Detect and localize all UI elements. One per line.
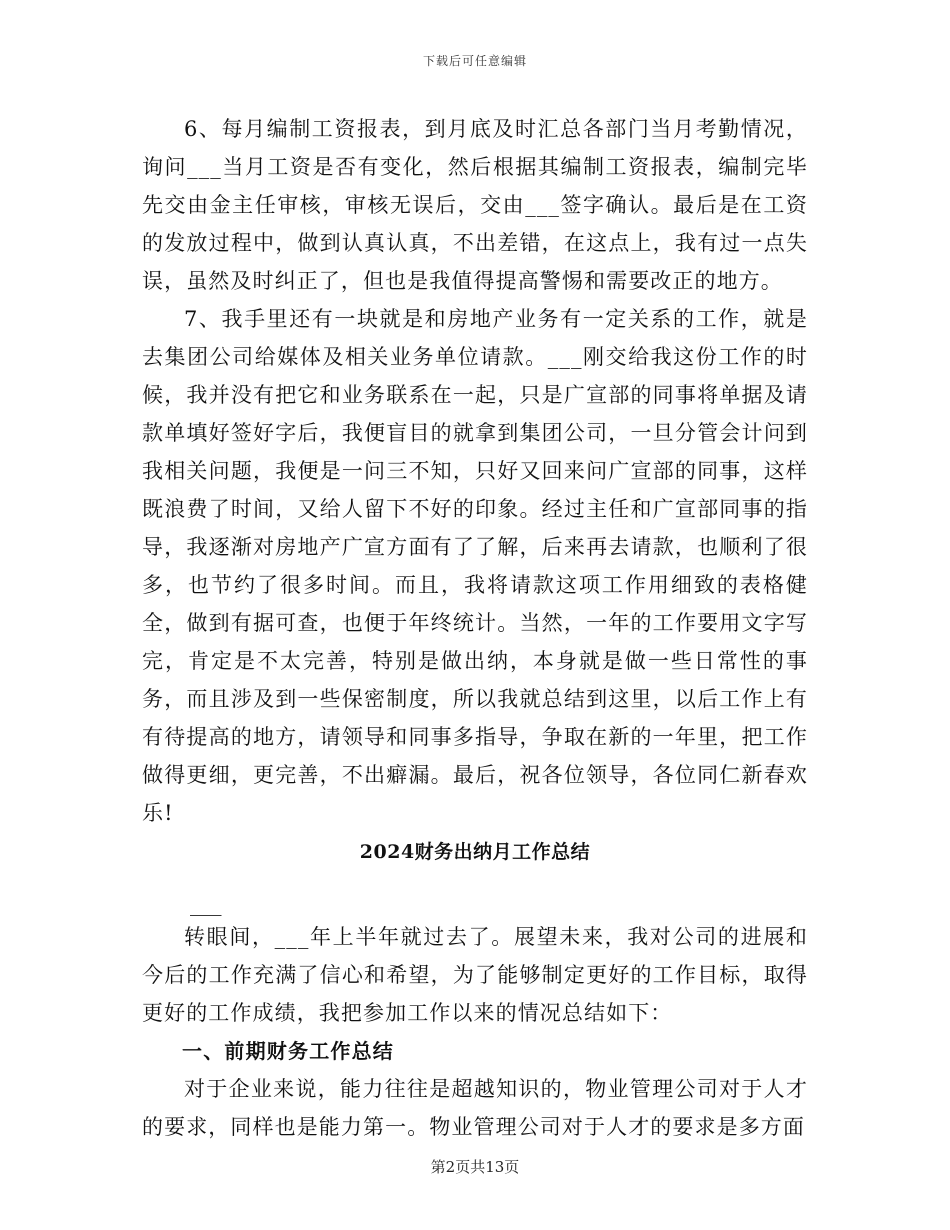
blank-placeholder: ___ — [190, 892, 222, 916]
body-paragraph: 对于企业来说，能力往往是超越知识的，物业管理公司对于人才的要求，同样也是能力第一。物业管理公司对于人才的要求是多方面 — [142, 1077, 808, 1139]
page-footer: 第2页共13页 — [430, 1158, 520, 1176]
section-title: 2024财务出纳月工作总结 — [359, 841, 591, 863]
paragraph-item-7: 7、我手里还有一块就是和房地产业务有一定关系的工作，就是去集团公司给媒体及相关业务单位请款。___刚交给我这份工作的时候，我并没有把它和业务联系在一起，只是广宣部的同事将单据及请款单填好签好字后，我便盲目的就拿到集团公司，一旦分管会计问到我相关问题，我便是一问三不知，只好又回来问广宣部的同事，这样既浪费了时间，又给人留下不好的印象。经过主任和广宣部同事的指导，我逐渐对房地产广宣方面有了了解，后来再去请款，也顺利了很多，也节约了很多时间。而且，我将请款这项工作用细致的表格健全，做到有据可查，也便于年终统计。当然，一年的工作要用文字写完，肯定是不太完善，特别是做出纳，本身就是做一些日常性的事务，而且涉及到一些保密制度，所以我就总结到这里，以后工作上有有待提高的地方，请领导和同事多指导，争取在新的一年里，把工作做得更细，更完善，不出癖漏。最后，祝各位领导，各位同仁新春欢乐! — [142, 307, 808, 825]
page-header: 下载后可任意编辑 — [422, 54, 527, 68]
paragraph-item-6: 6、每月编制工资报表，到月底及时汇总各部门当月考勤情况，询问___当月工资是否有变化，然后根据其编制工资报表，编制完毕先交由金主任审核，审核无误后，交由___签字确认。最后是在工资的发放过程中，做到认真认真，不出差错，在这点上，我有过一点失误，虽然及时纠正了，但也是我值得提高警惕和需要改正的地方。 — [142, 117, 808, 293]
blank-placeholder-line — [142, 872, 808, 918]
intro-paragraph: 转眼间，___年上半年就过去了。展望未来，我对公司的进展和今后的工作充满了信心和希望，为了能够制定更好的工作目标，取得更好的工作成绩，我把参加工作以来的情况总结如下： — [142, 925, 808, 1025]
document-body — [142, 110, 808, 1146]
section-heading: 一、前期财务工作总结 — [182, 1039, 394, 1063]
